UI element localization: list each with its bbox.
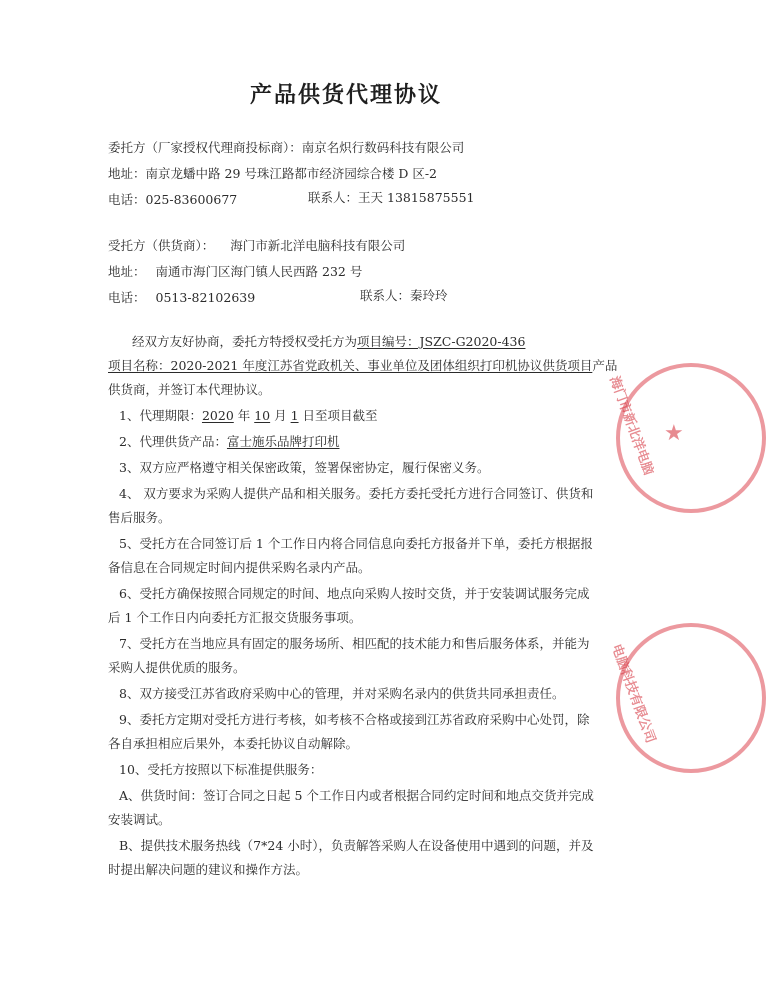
- clause-8: 8、双方接受江苏省政府采购中心的管理，并对采购名录内的供货共同承担责任。: [119, 686, 565, 701]
- intro-line-2: [108, 358, 617, 374]
- clause-1-month-unit: 月: [270, 408, 291, 423]
- clause-b-line-1: B、提供技术服务热线（7*24 小时），负责解答采购人在设备使用中遇到的问题，并及: [119, 838, 594, 853]
- agent-name-line: [108, 238, 405, 254]
- seal-top-star-icon: ★: [664, 421, 684, 446]
- clause-1-day: 1: [290, 408, 299, 423]
- principal-contact-label: 联系人：: [308, 190, 359, 205]
- clause-9-line-2: 各自承担相应后果外，本委托协议自动解除。: [108, 736, 359, 751]
- agent-phone: 0513-82102639: [155, 290, 256, 305]
- principal-phone: 025-83600677: [145, 192, 238, 207]
- intro-line-3: [108, 382, 271, 398]
- clause-3: 3、双方应严格遵守相关保密政策，签署保密协定，履行保密义务。: [119, 460, 490, 475]
- document-title: 产品供货代理协议: [249, 82, 442, 108]
- agent-contact-line: [360, 288, 448, 304]
- clause-5-line-2: 备信息在合同规定时间内提供采购名录内产品。: [108, 560, 371, 575]
- intro-line-1: [132, 334, 525, 350]
- clause-6-line-2: 后 1 个工作日内向委托方汇报交货服务事项。: [108, 610, 362, 625]
- clause-1: [119, 408, 378, 424]
- principal-address-line: [108, 166, 437, 182]
- clause-7-line-2: 采购人提供优质的服务。: [108, 660, 246, 675]
- principal-contact-line: [308, 190, 474, 206]
- seal-top-text: 海门市新北洋电脑: [606, 374, 656, 478]
- clause-1-label: 1、代理期限：: [119, 408, 202, 423]
- principal-address-label: 地址：: [108, 166, 146, 181]
- clause-1-end: 日至项目截至: [298, 408, 378, 423]
- principal-address: 南京龙蟠中路 29 号珠江路都市经济园综合楼 D 区-2: [145, 166, 438, 181]
- agent-phone-line: [108, 290, 255, 306]
- seal-bottom-text: 电脑科技有限公司: [608, 642, 658, 746]
- principal-name-line: [108, 140, 464, 156]
- clause-a-line-2: 安装调试。: [108, 812, 171, 827]
- agent-address-line: [108, 264, 362, 280]
- clause-6-line-1: 6、受托方确保按照合同规定的时间、地点向采购人按时交货，并于安装调试服务完成: [119, 586, 590, 601]
- principal-phone-line: [108, 192, 237, 208]
- principal-phone-label: 电话：: [108, 192, 146, 207]
- clause-5-line-1: 5、受托方在合同签订后 1 个工作日内将合同信息向委托方报备并下单，委托方根据报: [119, 536, 593, 551]
- agent-name: 海门市新北洋电脑科技有限公司: [230, 238, 406, 253]
- agent-address-label: 地址：: [108, 264, 146, 279]
- intro-text-3: 供货商，并签订本代理协议。: [108, 382, 271, 397]
- principal-contact: 王天 13815875551: [358, 190, 475, 205]
- agent-contact: 秦玲玲: [410, 288, 448, 303]
- clause-b-line-2: 时提出解决问题的建议和操作方法。: [108, 862, 309, 877]
- clause-1-month: 10: [254, 408, 271, 423]
- agent-name-label: 受托方（供货商）：: [108, 238, 215, 253]
- principal-name-label: 委托方（厂家授权代理商投标商）：: [108, 140, 302, 155]
- project-name: 项目名称：2020-2021 年度江苏省党政机关、事业单位及团体组织打印机协议供货项目: [108, 358, 593, 373]
- clause-1-year-unit: 年: [233, 408, 255, 423]
- agent-contact-label: 联系人：: [360, 288, 411, 303]
- clause-2-label: 2、代理供货产品：: [119, 434, 227, 449]
- clause-4-line-1: 4、 双方要求为采购人提供产品和相关服务。委托方委托受托方进行合同签订、供货和: [119, 486, 594, 501]
- intro-text-1: 经双方友好协商，委托方特授权受托方为: [132, 334, 358, 349]
- clause-2: [119, 434, 339, 450]
- principal-name: 南京名炽行数码科技有限公司: [301, 140, 465, 155]
- intro-text-2: 产品: [592, 358, 618, 373]
- seal-top-clip: [606, 355, 692, 535]
- clause-10: 10、受托方按照以下标准提供服务：: [119, 762, 323, 777]
- agent-address: 南通市海门区海门镇人民西路 232 号: [155, 264, 363, 279]
- clause-a-line-1: A、供货时间：签订合同之日起 5 个工作日内或者根据合同约定时间和地点交货并完成: [119, 788, 594, 803]
- clause-4-line-2: 售后服务。: [108, 510, 171, 525]
- seal-bottom-clip: [608, 615, 692, 795]
- agent-phone-label: 电话：: [108, 290, 146, 305]
- clause-1-year: 2020: [201, 408, 234, 423]
- project-number: 项目编号：JSZC-G2020-436: [357, 334, 526, 349]
- clause-7-line-1: 7、受托方在当地应具有固定的服务场所、相匹配的技术能力和售后服务体系，并能为: [119, 636, 590, 651]
- clause-2-product: 富士施乐品牌打印机: [226, 434, 340, 449]
- clause-9-line-1: 9、委托方定期对受托方进行考核，如考核不合格或接到江苏省政府采购中心处罚，除: [119, 712, 590, 727]
